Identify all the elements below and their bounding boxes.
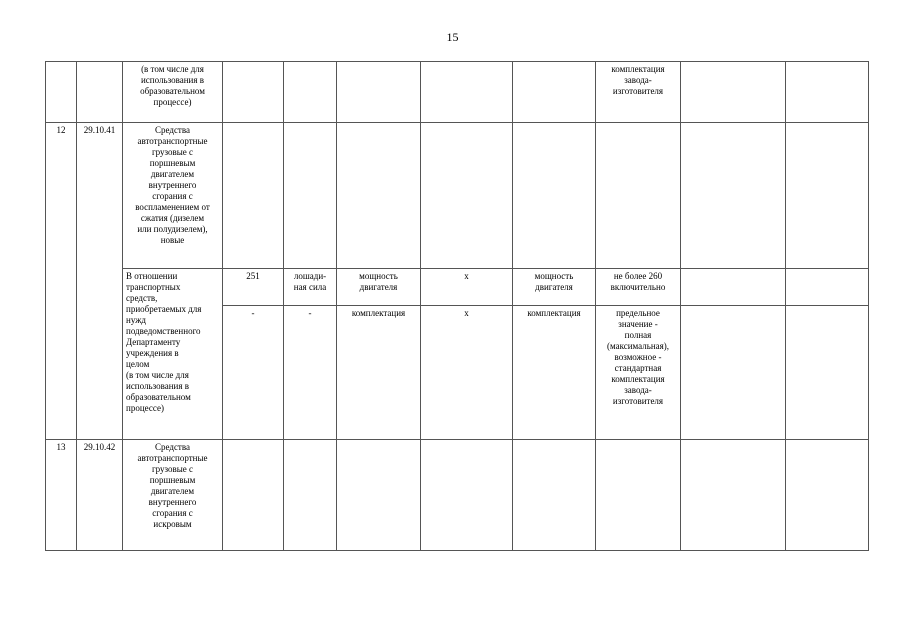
value-cell: [421, 440, 513, 551]
unit-code-cell: -: [223, 306, 284, 440]
unit-name-cell: лошади- ная сила: [284, 269, 337, 306]
unit-name-cell: -: [284, 306, 337, 440]
limit-value-cell: комплектация завода- изготовителя: [596, 62, 681, 123]
limit-value-cell: не более 260 включительно: [596, 269, 681, 306]
unit-name-cell: [284, 440, 337, 551]
extra-cell-2: [786, 123, 869, 269]
unit-code-cell: [223, 123, 284, 269]
extra-cell: [681, 62, 786, 123]
row-number-cell: 13: [46, 440, 77, 551]
okpd-code-cell: 29.10.41: [77, 123, 123, 440]
extra-cell-2: [786, 62, 869, 123]
okpd-code-cell: 29.10.42: [77, 440, 123, 551]
unit-code-cell: 251: [223, 269, 284, 306]
limit-value-cell: предельное значение - полная (максимальная), возможное - стандартная комплектация завода- изготовителя: [596, 306, 681, 440]
unit-name-cell: [284, 62, 337, 123]
table-row: [46, 123, 869, 269]
value-cell: x: [421, 306, 513, 440]
table-row: [46, 440, 869, 551]
page-number: 15: [446, 30, 459, 44]
characteristic-2-cell: [513, 62, 596, 123]
extra-cell: [681, 269, 786, 306]
characteristic-cell: [337, 62, 421, 123]
extra-cell: [681, 440, 786, 551]
characteristic-cell: [337, 123, 421, 269]
limit-value-cell: [596, 123, 681, 269]
characteristic-2-cell: [513, 123, 596, 269]
item-name-cell: Средства автотранспортные грузовые с поршневым двигателем внутреннего сгорания с искровым: [123, 440, 223, 551]
unit-name-cell: [284, 123, 337, 269]
extra-cell: [681, 306, 786, 440]
row-number-cell: [46, 62, 77, 123]
scope-cell: В отношении транспортных средств, приобретаемых для нужд подведомственного Департаменту учреждения в целом (в том числе для использования в образовательном процессе): [123, 269, 223, 440]
characteristic-2-cell: мощность двигателя: [513, 269, 596, 306]
characteristic-cell: мощность двигателя: [337, 269, 421, 306]
item-name-cell: (в том числе для использования в образовательном процессе): [123, 62, 223, 123]
extra-cell-2: [786, 269, 869, 306]
characteristic-2-cell: [513, 440, 596, 551]
characteristic-cell: [337, 440, 421, 551]
requirements-table: [45, 61, 869, 551]
table-row: [46, 62, 869, 123]
table-row: [46, 269, 869, 306]
okpd-code-cell: [77, 62, 123, 123]
characteristic-2-cell: комплектация: [513, 306, 596, 440]
item-name-cell: Средства автотранспортные грузовые с поршневым двигателем внутреннего сгорания с воспламенением от сжатия (дизелем или полудизелем), новые: [123, 123, 223, 269]
limit-value-cell: [596, 440, 681, 551]
unit-code-cell: [223, 62, 284, 123]
extra-cell-2: [786, 440, 869, 551]
row-number-cell: 12: [46, 123, 77, 440]
value-cell: [421, 62, 513, 123]
value-cell: [421, 123, 513, 269]
unit-code-cell: [223, 440, 284, 551]
extra-cell: [681, 123, 786, 269]
characteristic-cell: комплектация: [337, 306, 421, 440]
extra-cell-2: [786, 306, 869, 440]
value-cell: x: [421, 269, 513, 306]
